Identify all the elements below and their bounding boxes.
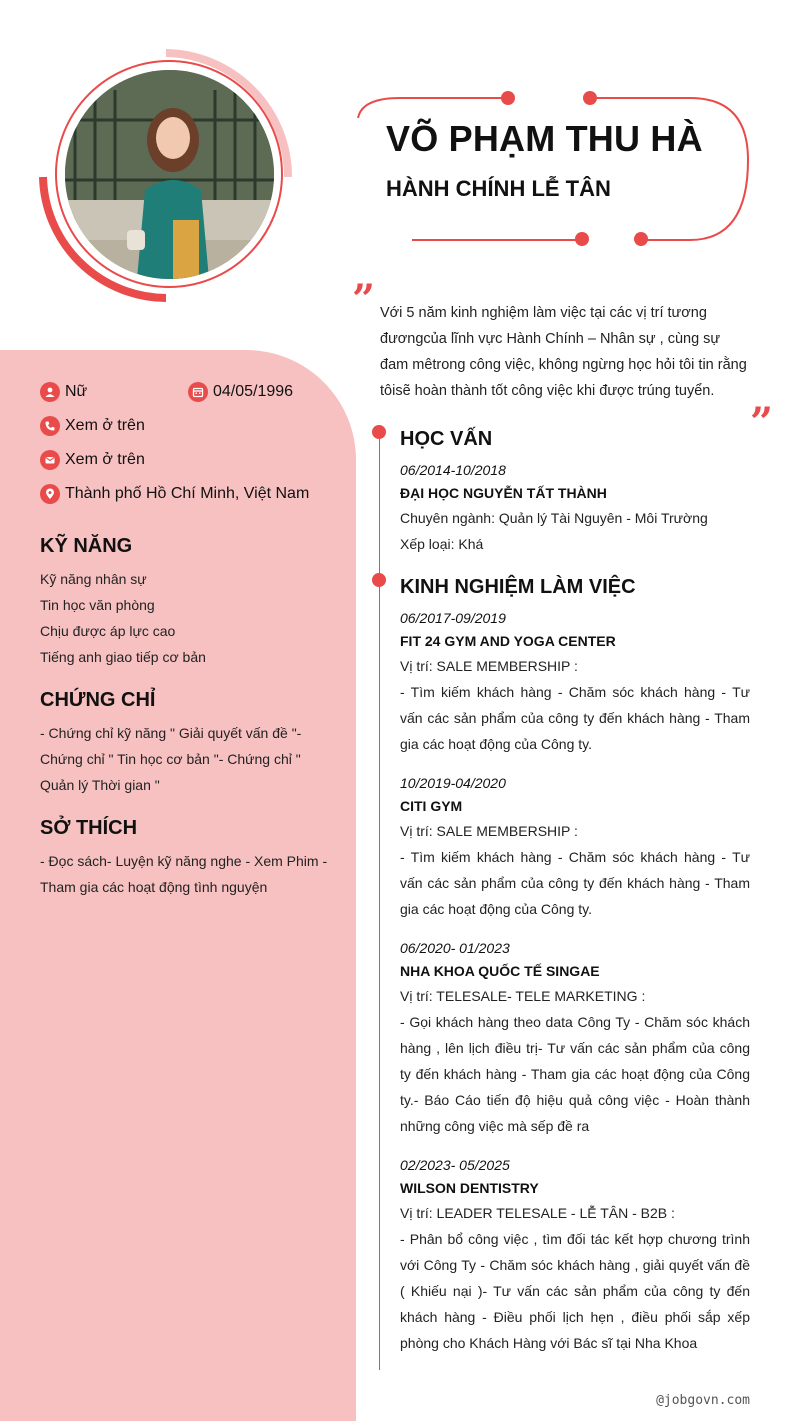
contact-address [40, 484, 309, 504]
education-major: Chuyên ngành: Quản lý Tài Nguyên - Môi Trường [400, 510, 708, 526]
contact-phone [40, 416, 145, 436]
job-date: 06/2020- 01/2023 [400, 940, 510, 956]
portrait-photo [65, 70, 274, 279]
job-position: Vị trí: SALE MEMBERSHIP : [400, 823, 578, 839]
job-description: - Tìm kiếm khách hàng - Chăm sóc khách hàng - Tư vấn các sản phẩm của công ty đến khách hàng - Tham gia các hoạt động của Công ty. [400, 849, 750, 917]
location-pin-icon [40, 484, 60, 504]
job-company: WILSON DENTISTRY [400, 1180, 539, 1196]
job-description: - Phân bổ công việc , tìm đối tác kết hợp chương trình với Công Ty - Chăm sóc khách hàng , giải quyết vấn đề ( Khiếu nại )- Tư vấn các sản phẩm của công ty đến khách hàng - Điều phối lịch hẹn , điều phối sắp xếp phòng cho Khách Hàng với Bác sĩ tại Nha Khoa [400, 1231, 750, 1351]
education-school: ĐẠI HỌC NGUYỄN TẤT THÀNH [400, 485, 607, 501]
certificates-text: - Chứng chỉ kỹ năng " Giải quyết vấn đề "- Chứng chỉ " Tin học cơ bản "- Chứng chỉ " Quản lý Thời gian " [40, 725, 302, 793]
hobbies-text: - Đọc sách- Luyện kỹ năng nghe - Xem Phim - Tham gia các hoạt động tình nguyện [40, 853, 328, 895]
skills-list [40, 566, 332, 670]
candidate-name: VÕ PHẠM THU HÀ [386, 118, 703, 159]
experience-title: KINH NGHIỆM LÀM VIỆC [400, 576, 636, 598]
summary-text: Với 5 năm kinh nghiệm làm việc tại các vị trí tương đươngcủa lĩnh vực Hành Chính – Nhân sự , cùng sự đam mêtrong công việc, không ngừng học hỏi tôi tin rằng tôisẽ hoàn thành tốt công việc khi được trúng tuyển. [380, 305, 747, 399]
contact-email [40, 450, 145, 470]
job-title: HÀNH CHÍNH LỄ TÂN [386, 176, 611, 201]
close-quote-icon: ” [750, 399, 774, 446]
calendar-icon [188, 382, 208, 402]
user-icon [40, 382, 60, 402]
hobbies-title: SỞ THÍCH [40, 817, 138, 839]
skill-item: Chịu được áp lực cao [40, 623, 176, 639]
name-frame [350, 90, 760, 250]
timeline-dot-education [372, 425, 386, 439]
job-company: CITI GYM [400, 798, 463, 814]
skill-item: Kỹ năng nhân sự [40, 571, 147, 587]
contact-gender [40, 382, 87, 402]
mail-icon [40, 450, 60, 470]
contact-birthday [188, 382, 293, 402]
avatar [65, 70, 274, 279]
job-date: 02/2023- 05/2025 [400, 1157, 510, 1173]
birthday-value: 04/05/1996 [213, 383, 294, 400]
job-position: Vị trí: TELESALE- TELE MARKETING : [400, 988, 646, 1004]
certificates-title: CHỨNG CHỈ [40, 689, 156, 711]
job-date: 06/2017-09/2019 [400, 610, 506, 626]
watermark-text: @jobgovn.com [656, 1393, 750, 1408]
phone-icon [40, 416, 60, 436]
education-date: 06/2014-10/2018 [400, 462, 506, 478]
skill-item: Tiếng anh giao tiếp cơ bản [40, 649, 206, 665]
skill-item: Tin học văn phòng [40, 597, 155, 613]
open-quote-icon: ” [352, 276, 376, 323]
skills-title: KỸ NĂNG [40, 535, 133, 557]
avatar-block [36, 46, 296, 306]
job-company: NHA KHOA QUỐC TẾ SINGAE [400, 963, 600, 979]
job-date: 10/2019-04/2020 [400, 775, 506, 791]
job-description: - Gọi khách hàng theo data Công Ty - Chăm sóc khách hàng , lên lịch điều trị- Tư vấn các sản phẩm của công ty đến khách hàng - Tham gia các hoạt động của Công ty.- Báo Cáo tiến độ hiệu quả công việc - Hoàn thành những công việc mà sếp đề ra [400, 1014, 750, 1134]
gender-value: Nữ [65, 383, 88, 400]
phone-value: Xem ở trên [65, 417, 145, 434]
education-title: HỌC VẤN [400, 428, 493, 450]
timeline-dot-experience [372, 573, 386, 587]
job-description: - Tìm kiếm khách hàng - Chăm sóc khách hàng - Tư vấn các sản phẩm của công ty đến khách hàng - Tham gia các hoạt động của Công ty. [400, 684, 750, 752]
job-company: FIT 24 GYM AND YOGA CENTER [400, 633, 616, 649]
address-value: Thành phố Hồ Chí Minh, Việt Nam [65, 485, 310, 502]
education-rank: Xếp loại: Khá [400, 536, 484, 552]
email-value: Xem ở trên [65, 451, 145, 468]
job-position: Vị trí: LEADER TELESALE - LỄ TÂN - B2B : [400, 1205, 675, 1221]
job-position: Vị trí: SALE MEMBERSHIP : [400, 658, 578, 674]
